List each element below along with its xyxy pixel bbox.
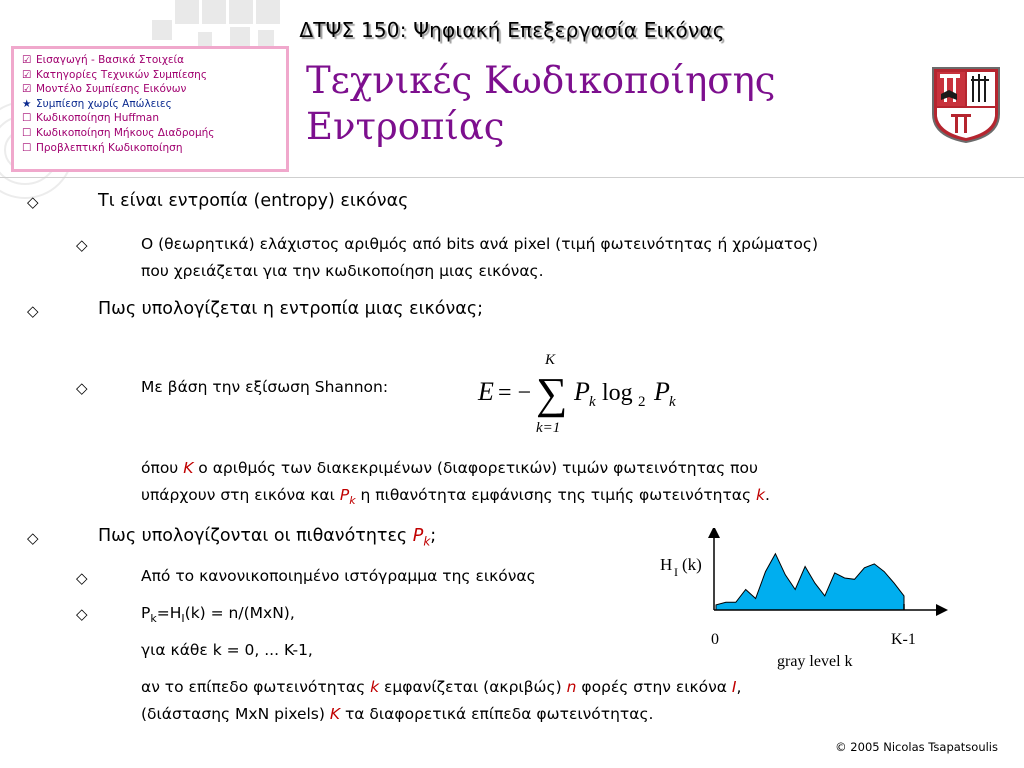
star-icon: ★ [22,97,32,110]
equation-p2-sub: k [669,394,676,410]
equation-lower-limit: k=1 [536,420,561,436]
equation-upper-limit: K [545,352,556,368]
diamond-bullet-icon: ◇ [76,236,88,254]
copyright: © 2005 Nicolas Tsapatsoulis [835,740,998,754]
shannon-label: Με βάση την εξίσωση Shannon: [141,378,389,396]
equation-p2: P [654,377,670,406]
equation-equals: = − [498,380,532,406]
agenda-box [11,46,289,172]
equation-log: log [602,380,633,406]
histogram-bullet: Από το κανονικοποιημένο ιστόγραμμα της εικόνας [141,567,536,585]
agenda-item[interactable]: ☑ Εισαγωγή - Βασικά Στοιχεία [22,54,185,66]
bullet-entropy-definition: Τι είναι εντροπία (entropy) εικόνας [98,191,409,211]
range-note: για κάθε k = 0, ... K-1, [141,641,313,659]
equation-lhs: E [478,377,494,406]
empty-box-icon: ☐ [22,112,32,125]
equation-log-base: 2 [638,394,646,410]
y-axis-label-sub: I [674,565,678,579]
diamond-bullet-icon: ◇ [76,605,88,623]
agenda-item[interactable]: ☑ Κατηγορίες Τεχνικών Συμπίεσης [22,68,207,81]
diamond-bullet-icon: ◇ [27,529,39,547]
equation-explanation: όπου K ο αριθμός των διακεκριμένων (διαφορετικών) τιμών φωτεινότητας που υπάρχουν στη εικόνα και $P_k$ η πιθανότητα εμφάνισης της τιμής φωτεινότητας k. [141,459,770,508]
x-axis-title: gray level k [777,653,853,670]
probability-formula: $P_k=H_I(k) = n/(MxN)$, [141,604,295,626]
bullet-probabilities: Πως υπολογίζονται οι πιθανότητες $P_k$; [98,526,437,549]
title-divider [0,177,1024,178]
equation-p1: P [574,377,590,406]
course-title: ΔΤΨΣ 150: Ψηφιακή Επεξεργασία Εικόνας [299,18,725,42]
equation-sigma: ∑ [536,369,568,418]
agenda-item-current[interactable]: ★ Συμπίεση χωρίς Απώλειες [22,97,172,110]
agenda-item[interactable]: ☐ Προβλεπτική Κωδικοποίηση [22,141,183,154]
checked-box-icon: ☑ [22,68,32,81]
final-explanation: αν το επίπεδο φωτεινότητας k εμφανίζεται (ακριβώς) n φορές στην εικόνα I, (διάστασης MxN pixels) K τα διαφορετικά επίπεδα φωτεινότητας. [141,678,742,723]
histogram-area [716,554,904,610]
histogram-chart [650,528,950,678]
diamond-bullet-icon: ◇ [76,569,88,587]
diamond-bullet-icon: ◇ [27,302,39,320]
slide-title: Τεχνικές Κωδικοποίησης Εντροπίας [306,59,776,148]
empty-box-icon: ☐ [22,141,32,154]
y-axis-label-main: H [660,555,673,574]
checked-box-icon: ☑ [22,54,32,66]
agenda-item[interactable]: ☑ Μοντέλο Συμπίεσης Εικόνων [22,83,187,96]
shannon-equation [470,350,690,440]
university-logo [931,66,1001,144]
agenda-item[interactable]: ☐ Κωδικοποίηση Μήκους Διαδρομής [22,126,215,139]
empty-box-icon: ☐ [22,126,32,139]
y-axis-label-tail: (k) [682,555,702,574]
diamond-bullet-icon: ◇ [27,193,39,211]
agenda-item[interactable]: ☐ Κωδικοποίηση Huffman [22,112,159,125]
x-end-label: K-1 [891,631,916,648]
equation-p1-sub: k [589,394,596,410]
sub-bullet-text: Ο (θεωρητικά) ελάχιστος αριθμός από bits ανά pixel (τιμή φωτεινότητας ή χρώματος) που χρειάζεται για την κωδικοποίηση μιας εικόνας. [141,235,819,280]
bullet-entropy-computation: Πως υπολογίζεται η εντροπία μιας εικόνας; [98,299,483,319]
checked-box-icon: ☑ [22,83,32,96]
x-start-label: 0 [711,631,719,648]
diamond-bullet-icon: ◇ [76,379,88,397]
